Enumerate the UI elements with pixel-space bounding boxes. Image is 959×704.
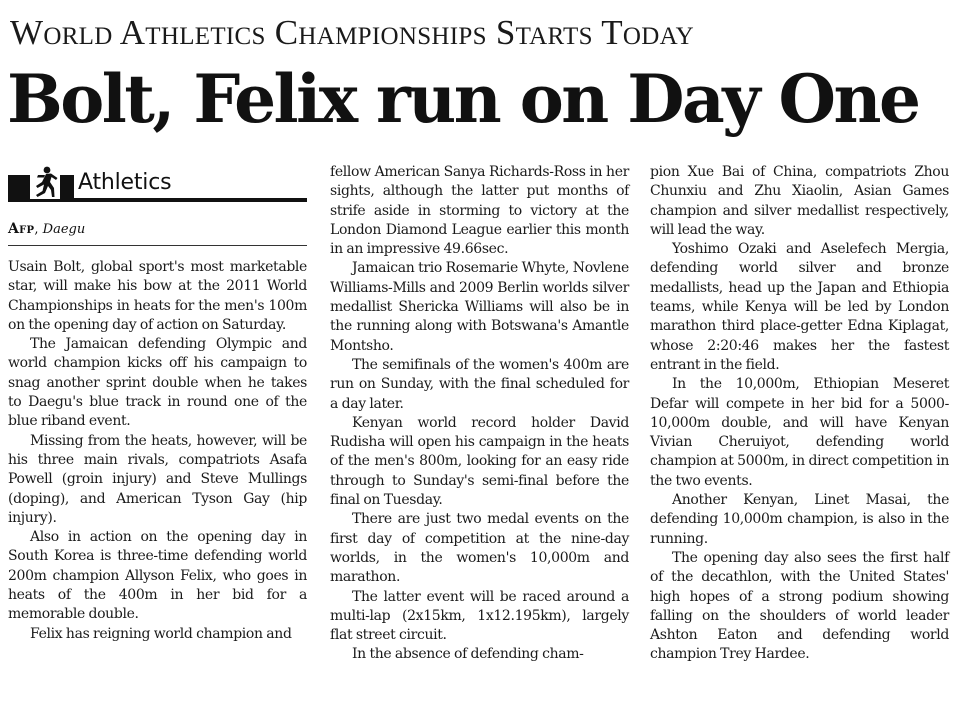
byline-location: Daegu bbox=[42, 222, 86, 237]
article-paragraph: Missing from the heats, however, will be his three main rivals, compatriots Asafa Powell (groin injury) and Steve Mullings (doping), and American Tyson Gay (hip injury). bbox=[8, 432, 307, 526]
article-paragraph: Kenyan world record holder David Rudisha will open his campaign in the heats of the men's 800m, looking for an easy ride through to Sunday's semi-final before the final on Tuesday. bbox=[330, 414, 629, 509]
section-label-text: Athletics bbox=[78, 170, 172, 195]
article-column-3 bbox=[650, 163, 949, 665]
article-column-2 bbox=[330, 163, 629, 665]
byline-rule bbox=[8, 245, 307, 246]
article-paragraph: The semifinals of the women's 400m are run on Sunday, with the final scheduled for a day later. bbox=[330, 356, 629, 412]
article-paragraph: In the 10,000m, Ethiopian Meseret Defar will compete in her bid for a 5000-10,000m double, and will have Kenyan Vivian Cheruiyot, defending world champion at 5000m, in direct competition in the two events. bbox=[650, 376, 949, 489]
article-paragraph: There are just two medal events on the first day of competition at the nine-day worlds, in the women's 10,000m and marathon. bbox=[330, 511, 629, 586]
article-paragraph: The Jamaican defending Olympic and world champion kicks off his campaign to snag another sprint double when he takes to Daegu's blue track in round one of the blue riband event. bbox=[8, 336, 307, 430]
article-paragraph: Another Kenyan, Linet Masai, the defending 10,000m champion, is also in the running. bbox=[650, 492, 949, 547]
article-paragraph: Also in action on the opening day in South Korea is three-time defending world 200m champion Allyson Felix, who goes in heats of the 400m in her bid for a memorable double. bbox=[8, 529, 307, 623]
article-column-1 bbox=[8, 258, 307, 644]
article-paragraph: pion Xue Bai of China, compatriots Zhou Chunxiu and Zhu Xiaolin, Asian Games champion and silver medallist respectively, will lead the way. bbox=[650, 164, 949, 238]
article-paragraph: The latter event will be raced around a multi-lap (2x15km, 1x12.195km), largely flat street circuit. bbox=[330, 588, 629, 644]
article-paragraph: fellow American Sanya Richards-Ross in her sights, although the latter put months of strife aside in storming to victory at the London Diamond League earlier this month in an impressive 49.66sec. bbox=[330, 164, 629, 258]
athlete-runner-icon bbox=[30, 165, 60, 199]
article-paragraph: The opening day also sees the first half of the decathlon, with the United States' high hopes of a strong podium showing falling on the shoulders of world leader Ashton Eaton and defending world champion Trey Hardee. bbox=[650, 549, 949, 663]
section-label bbox=[8, 167, 307, 205]
article-paragraph: In the absence of defending cham- bbox=[352, 646, 584, 663]
byline-agency: Afp bbox=[8, 221, 35, 237]
article-paragraph: Felix has reigning world champion and bbox=[30, 625, 292, 642]
byline bbox=[8, 220, 307, 239]
kicker-headline: World Athletics Championships Starts Today bbox=[10, 13, 694, 52]
article-paragraph: Jamaican trio Rosemarie Whyte, Novlene Williams-Mills and 2009 Berlin worlds silver medallist Shericka Williams will also be in the running along with Botswana's Amantle Montsho. bbox=[330, 260, 629, 354]
main-headline: Bolt, Felix run on Day One bbox=[7, 60, 919, 138]
article-paragraph: Usain Bolt, global sport's most marketable star, will make his bow at the 2011 World Championships in heats for the men's 100m on the opening day of action on Saturday. bbox=[8, 259, 307, 333]
article-paragraph: Yoshimo Ozaki and Aselefech Mergia, defending world silver and bronze medallists, head up the Japan and Ethiopia teams, while Kenya will be led by London marathon third place-getter Edna Kiplagat, whose 2:20:46 makes her the fastest entrant in the field. bbox=[650, 241, 949, 373]
byline-separator: , bbox=[34, 222, 43, 237]
